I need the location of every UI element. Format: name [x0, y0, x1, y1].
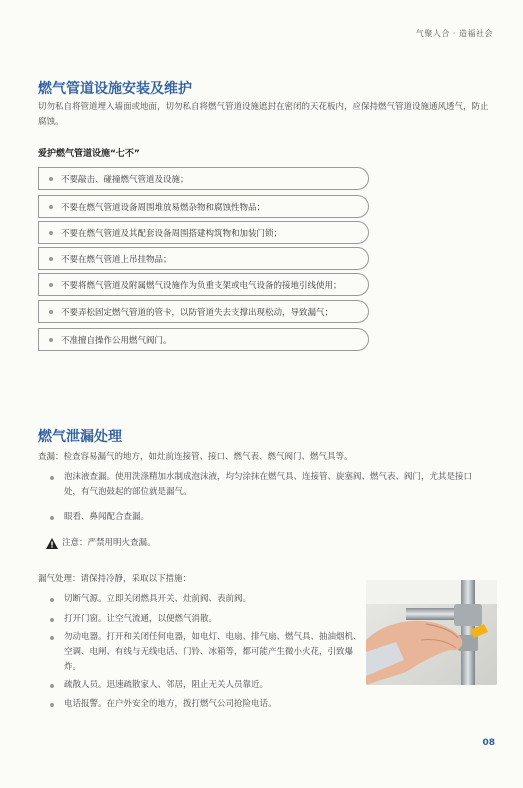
- rule-item: [38, 221, 369, 244]
- check-item: [50, 470, 483, 500]
- installation-intro: 切勿私自将管道埋入墙面或地面，切勿私自将燃气管道设施遮封在密闭的天花板内，应保持燃气管道设施通风透气，防止腐蚀。: [38, 102, 489, 127]
- bullet-dot: [50, 636, 54, 640]
- rule-text: 不要将燃气管道及附属燃气设施作为负重支架或电气设备的接地引线使用；: [61, 280, 342, 291]
- bullet-dot: [49, 231, 53, 235]
- check-item-text: 眼看、鼻闻配合查漏。: [64, 512, 150, 522]
- bullet-dot: [50, 476, 54, 480]
- header-tagline: 气聚人合 · 造福社会: [415, 29, 493, 38]
- page-number: 08: [482, 738, 495, 748]
- seven-rules-subtitle: 爱护燃气管道设施“七不”: [38, 149, 140, 159]
- rule-text: 不要弄松固定燃气管道的管卡，以防管道失去支撑出现松动，导致漏气；: [61, 307, 334, 318]
- handling-item-text: 电话报警。在户外安全的地方，拨打燃气公司抢险电话。: [64, 699, 277, 709]
- leak-handling-title: 漏气处理：请保持冷静，采取以下措施：: [38, 574, 192, 584]
- handling-item: [50, 697, 373, 712]
- bullet-dot: [49, 310, 53, 314]
- check-item-text: 泡沫液查漏。使用洗涤精加水制成泡沫液，均匀涂抹在燃气具、连接管、旋塞阀、燃气表、阀门，尤其是接口处，有气泡鼓起的部位就是漏气。: [64, 472, 473, 497]
- bullet-dot: [50, 598, 54, 602]
- handling-item-text: 切断气源。立即关闭燃具开关、灶前阀、表前阀。: [64, 594, 252, 604]
- rule-item: [38, 167, 369, 190]
- bullet-dot: [50, 703, 54, 707]
- warning-icon: [46, 538, 58, 549]
- handling-item: [50, 630, 365, 675]
- handling-item-text: 打开门窗。让空气流通，以便燃气消散。: [64, 614, 218, 624]
- rule-item: [38, 300, 369, 323]
- section-title-leak: 燃气泄漏处理: [38, 429, 122, 445]
- rule-text: 不要在燃气管道设备周围堆放易燃杂物和腐蚀性物品；: [61, 202, 266, 213]
- bullet-dot: [50, 516, 54, 520]
- rule-item: [38, 247, 369, 270]
- handling-item: [50, 592, 353, 607]
- warning-text: 注意：严禁用明火查漏。: [62, 538, 156, 548]
- handling-item: [50, 612, 353, 627]
- handling-item-text: 勿动电器。打开和关闭任何电器，如电灯、电扇、排气扇、燃气具、抽油烟机、空调、电闸、有线与无线电话、门铃、冰箱等，都可能产生微小火花，引致爆炸。: [64, 632, 362, 672]
- bullet-dot: [49, 283, 53, 287]
- bullet-dot: [49, 257, 53, 261]
- bullet-dot: [49, 177, 53, 181]
- handling-item: [50, 678, 373, 693]
- rule-item: [38, 273, 369, 296]
- section-title-installation: 燃气管道设施安装及维护: [38, 81, 192, 97]
- rule-item: [38, 328, 369, 351]
- handling-item-text: 疏散人员。迅速疏散家人、邻居，阻止无关人员靠近。: [64, 680, 269, 690]
- rule-text: 不要敲击、碰撞燃气管道及设施；: [61, 174, 189, 185]
- rule-text: 不要在燃气管道及其配套设备周围搭建构筑物和加装门锁；: [61, 228, 283, 239]
- bullet-dot: [49, 338, 53, 342]
- check-item: [50, 510, 493, 525]
- bullet-dot: [49, 205, 53, 209]
- bullet-dot: [50, 618, 54, 622]
- rule-text: 不要在燃气管道上吊挂物品；: [61, 254, 172, 265]
- bullet-dot: [50, 684, 54, 688]
- rule-text: 不准擅自操作公用燃气阀门。: [61, 335, 172, 346]
- rule-item: [38, 195, 369, 218]
- valve-photo: [366, 580, 497, 685]
- leak-check-line: 查漏：检查容易漏气的地方，如灶前连接管、接口、燃气表、燃气阀门、燃气具等。: [38, 452, 353, 462]
